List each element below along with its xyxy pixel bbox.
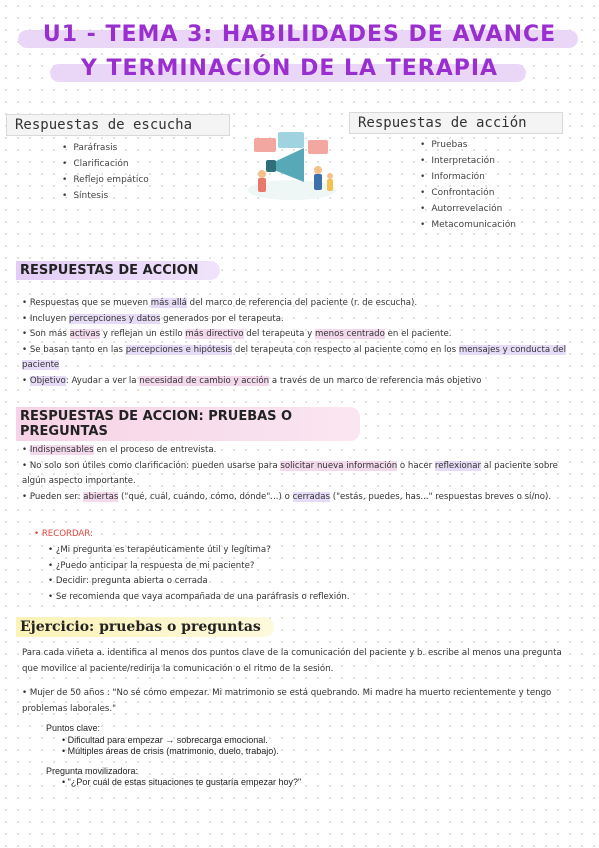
list-item: • ¿Puedo anticipar la respuesta de mi paciente? — [48, 559, 548, 575]
megaphone-illustration — [244, 130, 340, 202]
section2-body — [22, 443, 570, 505]
section-heading-respuestas-accion — [16, 261, 220, 280]
recordar-list — [48, 543, 548, 605]
exercise-heading-text: Ejercicio: pruebas o preguntas — [20, 619, 261, 635]
bullet: • Respuestas que se mueven más allá del marco de referencia del paciente (r. de escucha). — [22, 296, 570, 312]
section-heading-text: RESPUESTAS DE ACCION — [20, 263, 199, 278]
list-item: • Pruebas — [420, 137, 516, 153]
escucha-heading-box — [6, 114, 230, 136]
list-item: • ¿Mi pregunta es terapéuticamente útil y legítima? — [48, 543, 548, 559]
bullet: • No solo son útiles como clarificación: pueden usarse para solicitar nueva información o hacer reflexionar al paciente sobre algún aspecto importante. — [22, 459, 570, 490]
page-title-line-2: Y TERMINACIÓN DE LA TERAPIA — [80, 56, 499, 81]
section-heading-text: RESPUESTAS DE ACCION: PRUEBAS O PREGUNTAS — [20, 409, 293, 439]
bullet: • Incluyen percepciones y datos generados por el terapeuta. — [22, 312, 570, 328]
list-item: • Se recomienda que vaya acompañada de una paráfrasis o reflexión. — [48, 590, 548, 606]
accion-heading-box — [349, 112, 563, 134]
list-item: • Interpretación — [420, 153, 516, 169]
keypoints-label: Puntos clave: — [46, 723, 101, 733]
exercise-case: • Mujer de 50 años : "No sé cómo empezar. Mi matrimonio se está quebrando. Mi madre ha muerto recientemente y tengo problemas laborales." — [22, 686, 570, 717]
list-item: • Información — [420, 169, 516, 185]
recordar-label: • RECORDAR: — [34, 529, 93, 539]
exercise-heading — [16, 617, 274, 637]
bullet: • Pueden ser: abiertas ("qué, cuál, cuándo, cómo, dónde"...) o cerradas ("estás, puedes, has..." respuestas breves o sí/no). — [22, 490, 570, 506]
accion-list — [420, 137, 516, 233]
list-item: • Paráfrasis — [62, 140, 149, 156]
list-item: • Dificultad para empezar → sobrecarga emocional. — [62, 735, 279, 746]
bullet: • Indispensables en el proceso de entrevista. — [22, 443, 570, 459]
list-item: • Metacomunicación — [420, 217, 516, 233]
page-title-line-1: U1 - TEMA 3: HABILIDADES DE AVANCE — [42, 22, 557, 47]
list-item: • Autorrevelación — [420, 201, 516, 217]
section1-body — [22, 296, 570, 390]
escucha-heading: Respuestas de escucha — [15, 117, 193, 133]
list-item: • Síntesis — [62, 188, 149, 204]
list-item: • Decidir: pregunta abierta o cerrada — [48, 574, 548, 590]
bullet: • Se basan tanto en las percepciones e hipótesis del terapeuta con respecto al paciente como en los mensajes y conducta del paciente — [22, 343, 570, 374]
exercise-intro: Para cada viñeta a. identifica al menos dos puntos clave de la comunicación del paciente y b. escribe al menos una pregunta que movilice al paciente/redirija la comunicación o el ritmo de la sesión. — [22, 648, 562, 674]
keypoints-list — [62, 735, 279, 757]
list-item: • Confrontación — [420, 185, 516, 201]
list-item: • Múltiples áreas de crisis (matrimonio, duelo, trabajo). — [62, 746, 279, 757]
list-item: • Reflejo empático — [62, 172, 149, 188]
accion-heading: Respuestas de acción — [358, 115, 527, 131]
bullet: • Objetivo: Ayudar a ver la necesidad de cambio y acción a través de un marco de referencia más objetivo — [22, 374, 570, 390]
question-item: • "¿Por cuál de estas situaciones te gustaría empezar hoy?" — [62, 777, 301, 787]
question-label: Pregunta movilizadora: — [46, 766, 139, 776]
escucha-list — [62, 140, 149, 204]
section-heading-pruebas-preguntas — [16, 407, 360, 441]
list-item: • Clarificación — [62, 156, 149, 172]
bullet: • Son más activas y reflejan un estilo más directivo del terapeuta y menos centrado en el paciente. — [22, 327, 570, 343]
